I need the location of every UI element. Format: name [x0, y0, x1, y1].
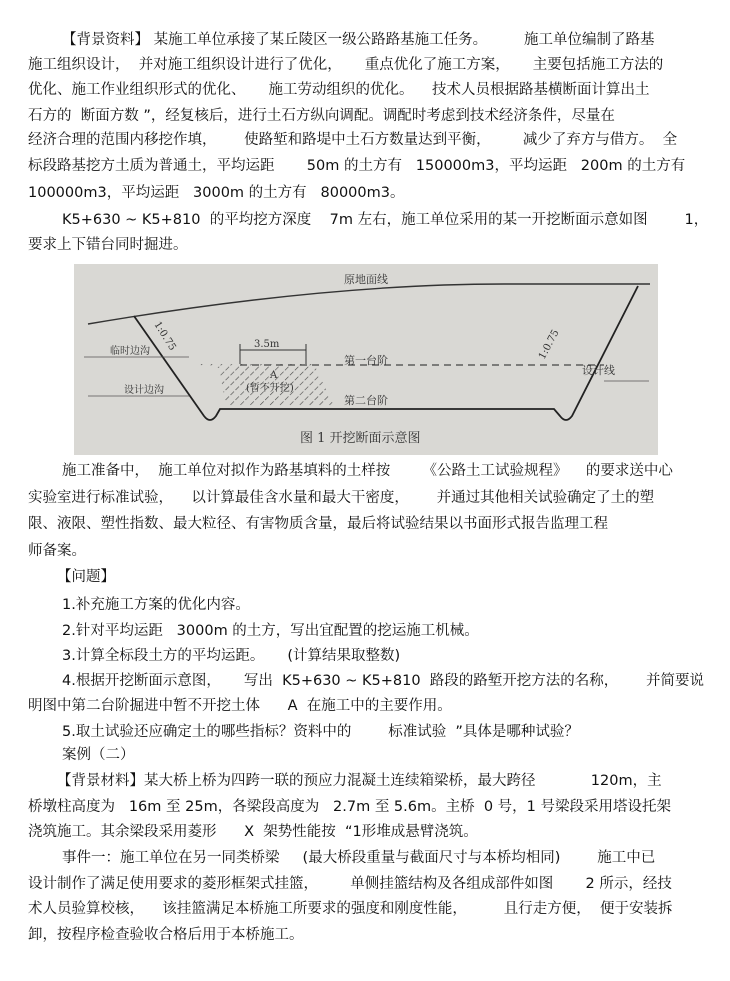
ground-line [88, 284, 650, 324]
prep-line: 实验室进行标准试验， 以计算最佳含水量和最大干密度， 并通过其他相关试验确定了土的塑 [28, 490, 655, 506]
bg1-line: 施工组织设计， 并对施工组织设计进行了优化， 重点优化了施工方案， 主要包括施工方法的 [28, 57, 664, 73]
question: 明图中第二台阶掘进中暂不开挖土体 A 在施工中的主要作用。 [28, 698, 452, 714]
prep-line: 限、液限、塑性指数、最大粒径、有害物质含量，最后将试验结果以书面形式报告监理工程 [28, 516, 608, 532]
excavation-diagram [74, 264, 658, 455]
temp-ditch-label: 临时边沟 [110, 346, 150, 357]
bg1-line: 石方的 断面方数 ”，经复核后，进行土石方纵向调配。调配时考虑到技术经济条件，尽量在 [28, 108, 615, 124]
bg2-line: K5+630 ~ K5+810 的平均挖方深度 7m 左右，施工单位采用的某一开挖断面示意如图 1， [62, 212, 709, 228]
question: 1.补充施工方案的优化内容。 [62, 597, 250, 613]
bg2-line: 要求上下错台同时掘进。 [28, 237, 188, 253]
question: 2.针对平均运距 3000m 的土方，写出宜配置的挖运施工机械。 [62, 623, 479, 639]
step1-label: 第一台阶 [344, 354, 388, 367]
event1-line: 事件一：施工单位在另一同类桥梁 (最大桥段重量与截面尺寸与本桥均相同) 施工中已 [62, 850, 656, 866]
figure-caption: 图 1 开挖断面示意图 [300, 431, 421, 446]
questions-heading: 【问题】 [57, 569, 115, 585]
bg1-line: 标段路基挖方土质为普通土，平均运距 50m 的土方有 150000m3，平均运距 200m 的土方有 [28, 158, 686, 174]
bg1-line: 【背景资料】 某施工单位承接了某丘陵区一级公路路基施工任务。 施工单位编制了路基 [62, 32, 655, 48]
question: 5.取土试验还应确定土的哪些指标？资料中的 标准试验 ”具体是哪种试验？ [62, 724, 579, 740]
case2-line: 桥墩柱高度为 16m 至 25m，各梁段高度为 2.7m 至 5.6m。主桥 0 号，1 号梁段采用塔设托架 [28, 799, 671, 815]
block-a-label: A [270, 370, 278, 381]
slope-left-label: 1:0.75 [151, 319, 178, 353]
question: 3.计算全标段土方的平均运距。 (计算结果取整数) [62, 648, 401, 664]
step2-label: 第二台阶 [344, 394, 388, 407]
design-line-label: 设计线 [582, 364, 615, 377]
case2-line: 浇筑施工。其余梁段采用菱形 X 架势性能按 “1形堆成悬臂浇筑。 [28, 824, 478, 840]
case2-line: 【背景材料】某大桥上桥为四跨一联的预应力混凝土连续箱梁桥，最大跨径 120m，主 [57, 773, 662, 789]
prep-line: 师备案。 [28, 543, 86, 559]
question: 4.根据开挖断面示意图， 写出 K5+630 ~ K5+810 路段的路堑开挖方法的名称， 并简要说 [62, 673, 704, 689]
slope-right-label: 1:0.75 [536, 327, 562, 362]
excavation-section-figure [74, 264, 658, 455]
case2-heading: 案例（二） [62, 747, 135, 763]
ground-line-label: 原地面线 [344, 273, 388, 286]
bg1-line: 经济合理的范围内移挖作填， 使路堑和路堤中土石方数量达到平衡， 减少了弃方与借方。 全 [28, 132, 678, 148]
event1-line: 术人员验算校核， 该挂篮满足本桥施工所要求的强度和刚度性能， 且行走方便， 便于安装拆 [28, 901, 673, 917]
bg1-line: 100000m3，平均运距 3000m 的土方有 80000m3。 [28, 185, 405, 201]
block-note: (暂不开挖) [246, 383, 294, 394]
prep-line: 施工准备中， 施工单位对拟作为路基填料的土样按 《公路土工试验规程》 的要求送中心 [62, 463, 673, 479]
event1-line: 设计制作了满足使用要求的菱形框架式挂篮， 单侧挂篮结构及各组成部件如图 2 所示，经技 [28, 876, 672, 892]
width-label: 3.5m [254, 339, 280, 350]
bg1-line: 优化、施工作业组织形式的优化、 施工劳动组织的优化。 技术人员根据路基横断面计算出土 [28, 82, 650, 98]
event1-line: 卸，按程序检查验收合格后用于本桥施工。 [28, 927, 304, 943]
design-ditch-label: 设计边沟 [124, 385, 164, 396]
